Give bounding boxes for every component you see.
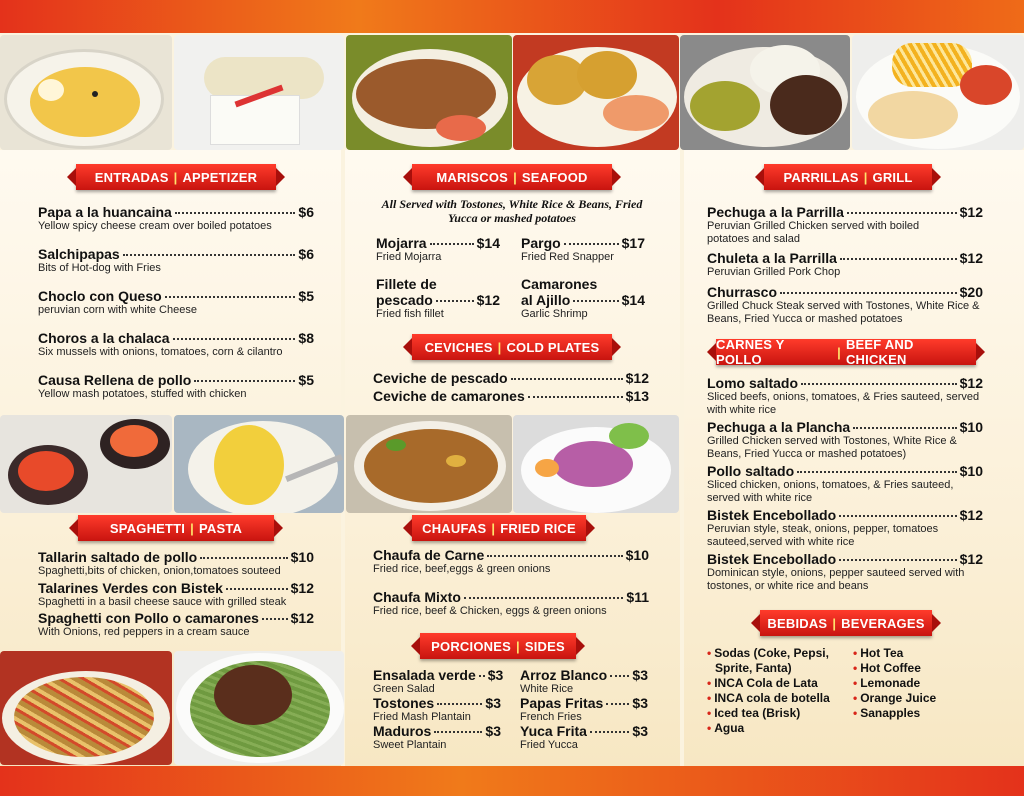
item-desc: Grilled Chuck Steak served with Tostones, White Rice & Beans, Fried Yucca or mashed potatoes	[707, 300, 980, 325]
menu-item-lomo-saltado	[707, 375, 983, 417]
item-desc: Fried Yucca	[520, 739, 578, 751]
item-name: Lomo saltado	[707, 375, 799, 391]
item-name: pescado	[376, 292, 433, 308]
item-name: Pollo saltado	[707, 463, 795, 479]
item-desc: Spaghetti,bits of chicken, onion,tomatoes souteed	[38, 565, 281, 577]
item-price: $10	[959, 463, 983, 479]
item-name: Bistek Encebollado	[707, 507, 837, 523]
item-desc: Peruvian Grilled Pork Chop	[707, 266, 841, 278]
item-desc: Bits of Hot-dog with Fries	[38, 262, 161, 274]
beverage-item: • Hot Coffee	[853, 661, 921, 675]
item-name: Choclo con Queso	[38, 288, 162, 304]
item-name: Pechuga a la Parrilla	[707, 204, 844, 220]
item-desc: peruvian corn with white Cheese	[38, 304, 197, 316]
item-desc: Sweet Plantain	[373, 739, 447, 751]
item-name: Ceviche de camarones	[373, 388, 525, 404]
item-price: $12	[959, 551, 983, 567]
menu-item-arroz-blanco	[520, 667, 648, 696]
banner-pasta: SPAGHETTI | PASTA	[78, 515, 274, 541]
banner-appetizer: ENTRADAS | APPETIZER	[76, 164, 276, 190]
item-price: $12	[476, 292, 500, 308]
item-name: Papa a la huancaina	[38, 204, 172, 220]
menu-item-papas-fritas	[520, 695, 648, 724]
menu-item-pargo	[521, 235, 645, 264]
item-name: Chaufa de Carne	[373, 547, 485, 563]
beverage-item: • Sanapples	[853, 706, 921, 720]
item-name: Yuca Frita	[520, 723, 587, 739]
beverage-list-left	[707, 646, 847, 736]
item-price: $12	[625, 370, 649, 386]
menu-item-maduros	[373, 723, 501, 752]
item-name: Chuleta a la Parrilla	[707, 250, 837, 266]
bottom-decor-bar	[0, 766, 1024, 796]
item-price: $12	[959, 375, 983, 391]
beverage-item: • Orange Juice	[853, 691, 937, 705]
menu-item-spaghetti-pollo	[38, 610, 314, 639]
photo-tostones-shrimp	[513, 35, 679, 150]
item-price: $5	[298, 288, 314, 304]
item-desc: White Rice	[520, 683, 574, 695]
item-price: $12	[959, 507, 983, 523]
photo-choros-chalaca	[0, 415, 172, 513]
beverage-item: • INCA Cola de Lata	[707, 676, 818, 690]
item-desc: Yellow spicy cheese cream over boiled potatoes	[38, 220, 272, 232]
item-price: $12	[290, 580, 314, 596]
banner-beverages: BEBIDAS | BEVERAGES	[760, 610, 932, 636]
item-price: $3	[487, 667, 504, 683]
item-price: $12	[290, 610, 314, 626]
item-price: $20	[959, 284, 983, 300]
item-name: al Ajillo	[521, 292, 571, 308]
menu-item-tallarines-verdes	[38, 580, 314, 609]
seafood-note: All Served with Tostones, White Rice & Beans, Fried Yucca or mashed potatoes	[381, 197, 643, 225]
item-desc: Fried Red Snapper	[521, 251, 614, 263]
menu-item-ceviche-pescado	[373, 370, 649, 386]
beverage-item: • Iced tea (Brisk)	[707, 706, 801, 720]
menu-item-choclo-queso	[38, 288, 314, 317]
item-desc: Dominican style, onions, pepper sauteed served with tostones, or white rice and beans	[707, 567, 965, 592]
menu-item-mojarra	[376, 235, 500, 264]
item-name: Chaufa Mixto	[373, 589, 461, 605]
menu-item-churrasco	[707, 284, 983, 326]
item-desc: Garlic Shrimp	[521, 308, 588, 320]
item-price: $3	[632, 695, 648, 711]
item-price: $10	[290, 549, 314, 565]
photo-fried-fish	[346, 35, 512, 150]
top-decor-bar	[0, 0, 1024, 33]
item-desc: Fried fish fillet	[376, 308, 444, 320]
menu-item-pollo-saltado	[707, 463, 983, 505]
item-price: $12	[959, 250, 983, 266]
item-name: Camarones	[521, 276, 598, 292]
item-price: $14	[476, 235, 500, 251]
item-desc: Fried Mash Plantain	[373, 711, 471, 723]
photo-tallarin-saltado	[0, 651, 172, 765]
menu-item-camarones-ajillo	[521, 276, 645, 321]
item-name: Pechuga a la Plancha	[707, 419, 851, 435]
banner-grill: PARRILLAS | GRILL	[764, 164, 932, 190]
menu-item-chuleta-parrilla	[707, 250, 983, 279]
menu-item-chaufa-mixto	[373, 589, 649, 618]
item-name: Talarines Verdes con Bistek	[38, 580, 223, 596]
photo-tallarines-verdes	[174, 651, 344, 765]
item-name: Causa Rellena de pollo	[38, 372, 192, 388]
item-price: $3	[632, 723, 648, 739]
item-name: Choros a la chalaca	[38, 330, 170, 346]
menu-item-ceviche-camarones	[373, 388, 649, 404]
item-desc: Peruvian Grilled Chicken served with boiled potatoes and salad	[707, 220, 920, 245]
item-name: Tallarin saltado de pollo	[38, 549, 198, 565]
beverage-item: • INCA cola de botella	[707, 691, 830, 705]
item-desc: Sliced beefs, onions, tomatoes, & Fries sauteed, served with white rice	[707, 391, 980, 416]
item-price: $11	[626, 589, 649, 605]
menu-item-tostones	[373, 695, 501, 724]
item-desc: Fried rice, beef & Chicken, eggs & green onions	[373, 605, 607, 617]
beverage-item: • Lemonade	[853, 676, 921, 690]
item-desc: Spaghetti in a basil cheese sauce with grilled steak	[38, 596, 287, 608]
item-name: Spaghetti con Pollo o camarones	[38, 610, 259, 626]
beverage-item: Sprite, Fanta)	[715, 661, 792, 675]
item-name: Arroz Blanco	[520, 667, 608, 683]
photo-ceviche	[513, 415, 679, 513]
item-name: Mojarra	[376, 235, 427, 251]
item-desc: Green Salad	[373, 683, 435, 695]
banner-ceviches: CEVICHES | COLD PLATES	[412, 334, 612, 360]
item-price: $10	[625, 547, 649, 563]
item-name: Ensalada verde	[373, 667, 476, 683]
item-desc: Fried Mojarra	[376, 251, 442, 263]
beverage-item: • Agua	[707, 721, 745, 735]
item-price: $5	[298, 372, 314, 388]
photo-chicken-fries	[852, 35, 1024, 150]
menu-item-chaufa-carne	[373, 547, 649, 576]
item-name: Churrasco	[707, 284, 778, 300]
item-name: Bistek Encebollado	[707, 551, 837, 567]
menu-item-papa-huancaina	[38, 204, 314, 233]
menu-item-yuca-frita	[520, 723, 648, 752]
item-name: Papas Fritas	[520, 695, 604, 711]
menu-item-bistek-dominican	[707, 551, 983, 593]
item-price: $3	[485, 723, 501, 739]
banner-seafood: MARISCOS | SEAFOOD	[412, 164, 612, 190]
beverage-item: • Sodas (Coke, Pepsi,	[707, 646, 829, 660]
item-price: $10	[959, 419, 983, 435]
banner-beef-chicken: CARNES Y POLLO | BEEF AND CHICKEN	[716, 339, 976, 365]
item-price: $13	[625, 388, 649, 404]
menu-item-salchipapas	[38, 246, 314, 275]
menu-item-pechuga-plancha	[707, 419, 983, 461]
item-desc: Grilled Chicken served with Tostones, White Rice & Beans, Fried Yucca or mashed potatoes)	[707, 435, 957, 460]
item-name: Ceviche de pescado	[373, 370, 508, 386]
banner-sides: PORCIONES | SIDES	[420, 633, 576, 659]
item-desc: Peruvian style, steak, onions, pepper, tomatoes sauteed,served with white rice	[707, 523, 939, 548]
item-desc: Yellow mash potatoes, stuffed with chicken	[38, 388, 247, 400]
item-price: $6	[298, 204, 314, 220]
menu-item-bistek-peruvian	[707, 507, 983, 549]
photo-causa-rellena	[174, 415, 344, 513]
item-price: $17	[621, 235, 645, 251]
item-name: Tostones	[373, 695, 435, 711]
menu-item-tallarin-saltado	[38, 549, 314, 578]
photo-papa-huancaina	[0, 35, 172, 150]
item-price: $6	[298, 246, 314, 262]
item-name: Salchipapas	[38, 246, 120, 262]
menu-item-fillete-pescado	[376, 276, 500, 321]
photo-choclo-queso	[174, 35, 344, 150]
item-name: Pargo	[521, 235, 561, 251]
beverage-list-right	[853, 646, 983, 721]
item-desc: Sliced chicken, onions, tomatoes, & Fries sauteed, served with white rice	[707, 479, 954, 504]
menu-item-causa-rellena	[38, 372, 314, 401]
item-price: $14	[621, 292, 645, 308]
item-price: $12	[959, 204, 983, 220]
item-price: $3	[485, 695, 501, 711]
item-desc: Six mussels with onions, tomatoes, corn & cilantro	[38, 346, 283, 358]
item-name: Maduros	[373, 723, 432, 739]
menu-item-choros-chalaca	[38, 330, 314, 359]
item-name: Fillete de	[376, 276, 437, 292]
item-price: $8	[298, 330, 314, 346]
photo-churrasco	[680, 35, 850, 150]
item-desc: Fried rice, beef,eggs & green onions	[373, 563, 551, 575]
menu-item-ensalada-verde	[373, 667, 504, 696]
banner-chaufas: CHAUFAS | FRIED RICE	[412, 515, 586, 541]
item-desc: French Fries	[520, 711, 582, 723]
photo-chaufa	[346, 415, 512, 513]
beverage-item: • Hot Tea	[853, 646, 904, 660]
item-price: $3	[632, 667, 648, 683]
menu-item-pechuga-parrilla	[707, 204, 983, 246]
item-desc: With Onions, red peppers in a cream sauce	[38, 626, 250, 638]
